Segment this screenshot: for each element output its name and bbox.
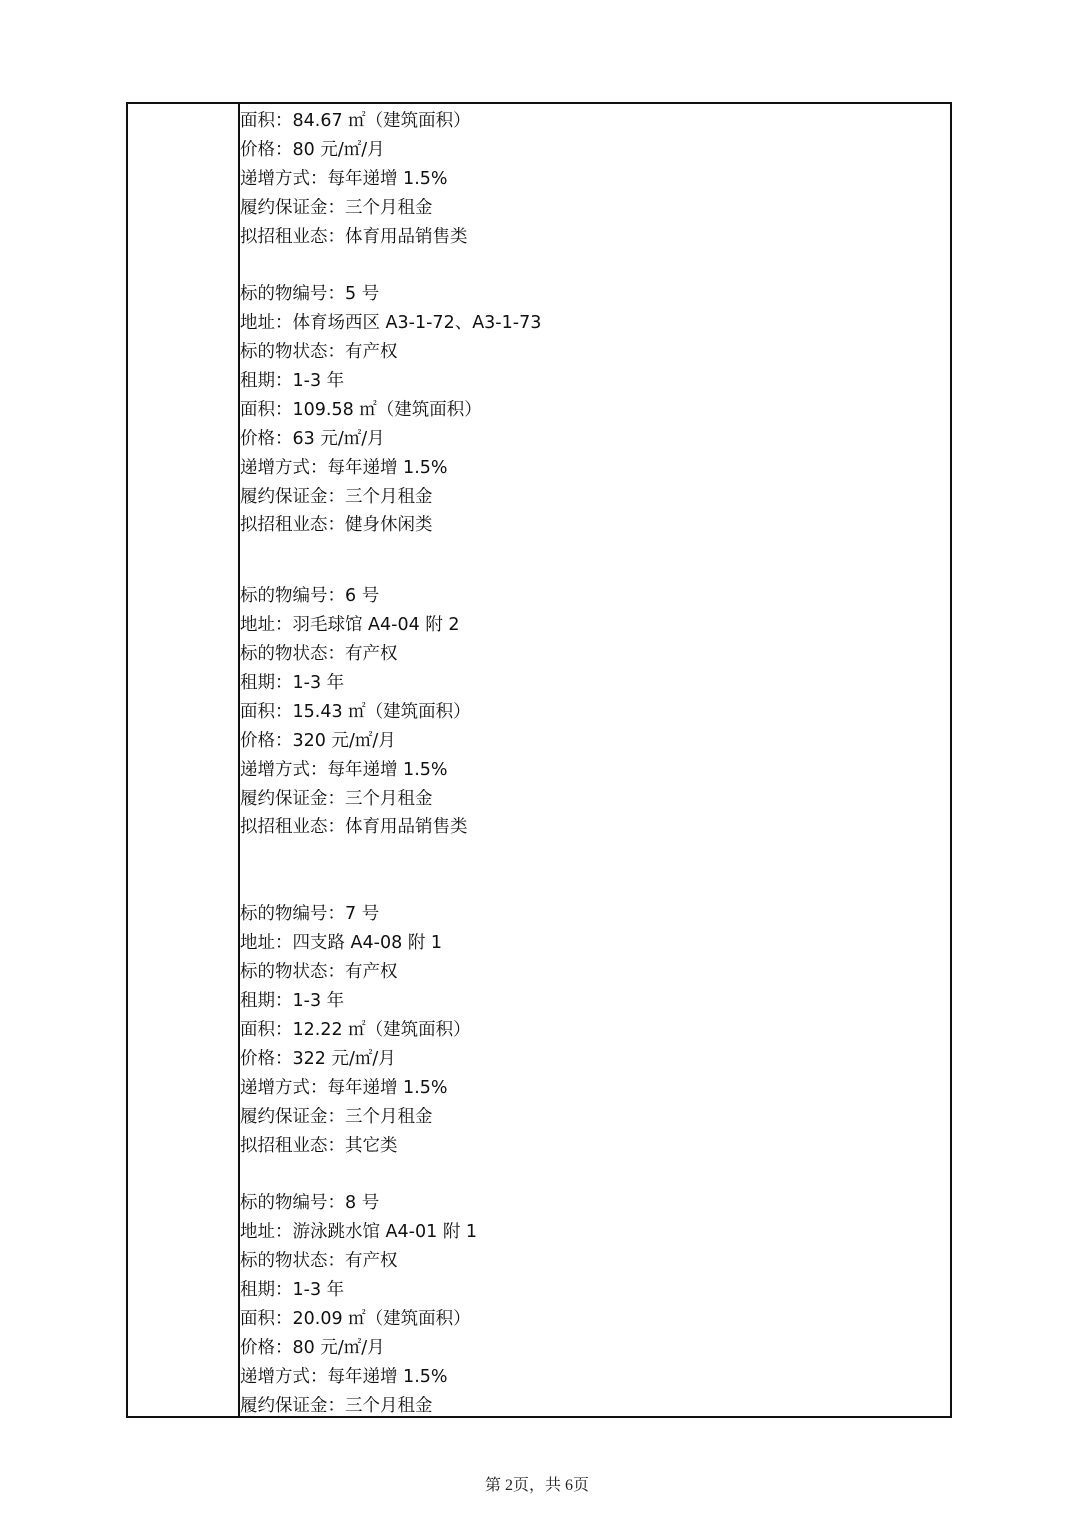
lot-business-type: 拟招租业态：健身休闲类 (240, 515, 433, 536)
lot-status: 标的物状态：有产权 (240, 342, 398, 363)
lot-status: 标的物状态：有产权 (240, 644, 398, 665)
lot-price: 价格：322 元/㎡/月 (240, 1048, 396, 1069)
spacer (240, 1160, 950, 1189)
lot-table (126, 102, 952, 1418)
lot-price: 价格：80 元/㎡/月 (240, 1337, 385, 1358)
lot-business-type: 拟招租业态：体育用品销售类 (240, 817, 468, 838)
lot-details-cell (240, 107, 950, 1420)
lot-number: 标的物编号：8 号 (240, 1193, 380, 1214)
lot-area: 面积：109.58 ㎡（建筑面积） (240, 399, 482, 420)
spacer (240, 842, 950, 900)
lot-area: 面积：12.22 ㎡（建筑面积） (240, 1019, 471, 1040)
spacer (240, 540, 950, 582)
lot-deposit: 履约保证金：三个月租金 (240, 1395, 433, 1416)
lot-deposit: 履约保证金：三个月租金 (240, 1106, 433, 1127)
lot-term: 租期：1-3 年 (240, 991, 345, 1012)
lot-address: 地址：羽毛球馆 A4-04 附 2 (240, 615, 460, 636)
lot-status: 标的物状态：有产权 (240, 1251, 398, 1272)
lot-area: 面积：84.67 ㎡（建筑面积） (240, 111, 471, 131)
lot-number: 标的物编号：7 号 (240, 904, 380, 925)
lot-increment: 递增方式：每年递增 1.5% (240, 759, 448, 780)
lot-price: 价格：320 元/㎡/月 (240, 730, 396, 751)
spacer (240, 251, 950, 280)
lot-term: 租期：1-3 年 (240, 673, 345, 694)
lot-number: 标的物编号：5 号 (240, 284, 380, 305)
lot-block-6 (240, 582, 950, 842)
lot-area: 面积：20.09 ㎡（建筑面积） (240, 1308, 471, 1329)
lot-business-type: 拟招租业态：体育用品销售类 (240, 226, 468, 247)
lot-price: 价格：80 元/㎡/月 (240, 139, 385, 160)
lot-block-4-continued (240, 107, 950, 251)
page-footer: 第 2页，共 6页 (484, 1477, 589, 1494)
lot-block-5 (240, 280, 950, 540)
lot-deposit: 履约保证金：三个月租金 (240, 197, 433, 218)
lot-area: 面积：15.43 ㎡（建筑面积） (240, 701, 471, 722)
lot-address: 地址：游泳跳水馆 A4-01 附 1 (240, 1222, 478, 1243)
lot-term: 租期：1-3 年 (240, 371, 345, 392)
lot-term: 租期：1-3 年 (240, 1279, 345, 1300)
lot-block-8 (240, 1189, 950, 1420)
lot-increment: 递增方式：每年递增 1.5% (240, 1366, 448, 1387)
lot-deposit: 履约保证金：三个月租金 (240, 486, 433, 507)
lot-increment: 递增方式：每年递增 1.5% (240, 1077, 448, 1098)
lot-number: 标的物编号：6 号 (240, 586, 380, 607)
lot-address: 地址：四支路 A4-08 附 1 (240, 933, 443, 954)
lot-increment: 递增方式：每年递增 1.5% (240, 168, 448, 189)
lot-price: 价格：63 元/㎡/月 (240, 428, 385, 449)
lot-address: 地址：体育场西区 A3-1-72、A3-1-73 (240, 313, 542, 334)
lot-status: 标的物状态：有产权 (240, 962, 398, 983)
lot-business-type: 拟招租业态：其它类 (240, 1135, 398, 1156)
lot-increment: 递增方式：每年递增 1.5% (240, 457, 448, 478)
lot-deposit: 履约保证金：三个月租金 (240, 788, 433, 809)
lot-block-7 (240, 900, 950, 1160)
